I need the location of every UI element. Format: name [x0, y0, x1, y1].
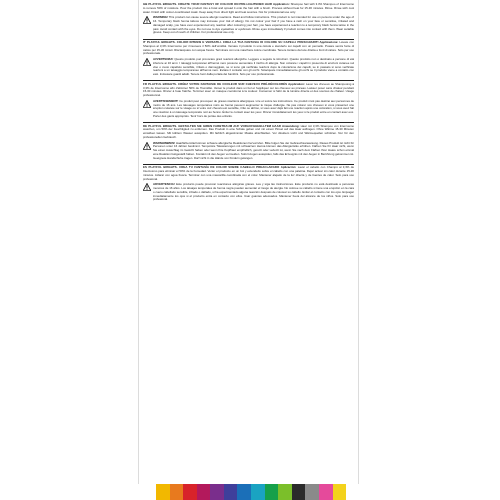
warning-title: AVERTISSEMENT! [153, 98, 179, 103]
warning-block [143, 183, 354, 204]
application-text: Haar mit 3,3% Shampoo von Intercosmo waschen, um 50% der Feuchtigkeit zu entfernen. Das Produkt in eine Schale geben und mit einem Pinsel auf das Haar auftragen. Ohne Wärme 15-30 Minuten einwirken lassen. Mit kühlem Wasser ausspülen. Mit farblich abgestimmter Maske abschließen. Vor direktem Licht und Wärmequellen schützen. Nur für den professionellen Gebrauch. [143, 123, 355, 139]
section-de [143, 125, 354, 140]
section-title: FR PLAYFUL BRIGHTS. CRÉEZ VOTRE FANTAISIE DE COULEUR SUR CHEVEUX PRÉ-DÉCOLORÉS [143, 81, 288, 86]
application-label: Applicazione: [319, 40, 339, 44]
warning-icon [143, 16, 151, 24]
color-swatch [333, 484, 347, 500]
section-fr [143, 83, 354, 98]
warning-text: This product can cause severe allergic reactions. Read and follow instructions. This product is not intended for use on persons under the age of 16. Temporary black henna tattoos may increase your risk of allergy. Do not colour your hair if you have a rash on your face or sensitive, irritated and damaged scalp, you have ever experienced any reaction after colouring your hair, you have experienced a reaction to a temporary black henna tattoo in the past. Avoid contact with the eyes. Do not use to dye eyelashes or eyebrows. Rinse eyes immediately if product comes into contact with them. Wear suitable gloves. Keep out of reach of children. For professional use only. [153, 15, 354, 35]
warning-text: Questo prodotto può provocare gravi reazioni allergiche. Leggere e seguire le istruzioni. Questo prodotto non è destinato a persone di età inferiore ai 16 anni. I tatuaggi temporanei all'henné nero possono aumentare il rischio di allergia. Non colorare i capelli in presenza di eruzioni cutanee sul viso o cuoio capelluto sensibile, irritato o danneggiato, se si sono già verificate reazioni dopo la colorazione dei capelli, se in passato si sono verificate reazioni a un tatuaggio temporaneo all'henné nero. Evitare il contatto con gli occhi. Sciacquare immediatamente gli occhi se il prodotto viene a contatto con essi. Indossare guanti adatti. Tenere fuori dalla portata dei bambini. Solo per uso professionale. [153, 57, 354, 76]
warning-content [153, 16, 354, 35]
application-label: Anwendung: [281, 123, 300, 128]
product-label [138, 0, 359, 484]
color-swatch [210, 484, 224, 500]
warning-title: AVVERTENZA! [153, 57, 174, 61]
warning-title: WARNHINWEIS! [153, 140, 176, 145]
warning-block [143, 16, 354, 37]
color-swatch [237, 484, 251, 500]
warning-content [153, 58, 354, 77]
warning-icon [143, 142, 151, 150]
warning-title: ADVERTENCIA! [153, 182, 175, 187]
color-swatch [278, 484, 292, 500]
color-swatch-bar [156, 484, 346, 500]
warning-title: WARNING! [153, 15, 168, 20]
section-it [143, 41, 354, 56]
warning-text: Ce produit peut provoquer de graves réactions allergiques. Lire et suivre les instructions. Ce produit n'est pas destiné aux personnes de moins de 16 ans. Les tatouages temporaires noirs au henné peuvent augmenter le risque d'allergie. Ne pas colorer vos cheveux si vous présentez une éruption cutanée sur le visage ou si votre cuir chevelu est sensible, irrité ou abîmé, si vous avez déjà fait une réaction après une coloration, si vous avez fait une réaction à un tatouage temporaire noir au henné. Éviter le contact avec les yeux. Rincer immédiatement les yeux si le produit entre en contact avec eux. Porter des gants appropriés. Tenir hors de portée des enfants. [153, 98, 355, 118]
color-swatch [197, 484, 211, 500]
warning-icon [143, 183, 151, 191]
warning-text: Este producto puede provocar reacciones alérgicas graves. Lea y siga las instrucciones. Este producto no está destinado a personas menores de 16 años. Los tatuajes temporales de henna negra pueden aumentar el riesgo de alergia. No coloree su cabello si tiene una erupción en la cara o cuero cabelludo sensible, irritado o dañado, si ha experimentado alguna reacción después de colorear su cabello. Evitar el contacto con los ojos. Enjuagar inmediatamente los ojos si el producto entra en contacto con ellos. Usar guantes adecuados. Mantener fuera del alcance de los niños. Solo para uso profesional. [153, 182, 354, 202]
warning-icon [143, 100, 151, 108]
color-swatch [224, 484, 238, 500]
color-swatch [319, 484, 333, 500]
section-title: IT PLAYFUL BRIGHTS. COLORI INTENSI E VERSATILI. CREA LA TUA FANTASIA DI COLORE SU CAPELLI PRESCHIARITI [143, 40, 319, 44]
application-text: Lavare con Shampoo al 3,3% Intercosmo per rimuovere il 50% dell'umidità. Versare il prodotto in una ciotola e stenderlo sui capelli con un pennello. Posare senza fonte di calore per 15-30 minuti. Risciacquare con acqua fresca. Terminare con una maschera colore coordinata. Tenere lontano da luce diretta e fonti di calore. Solo per uso professionale. [143, 40, 354, 56]
warning-content [153, 183, 354, 202]
warning-block [143, 58, 354, 79]
color-swatch [292, 484, 306, 500]
section-title: ES PLAYFUL BRIGHTS. CREA TU FANTASÍA DE COLOR SOBRE CABELLO PREACLARADO [143, 165, 280, 170]
warning-icon [143, 58, 151, 66]
warning-block [143, 100, 354, 121]
application-label: Application: [288, 81, 305, 86]
color-swatch [183, 484, 197, 500]
color-swatch [265, 484, 279, 500]
warning-content [153, 100, 354, 119]
color-swatch [170, 484, 184, 500]
application-text: Lavar el cabello con Champú al 3,3% de Intercosmo para eliminar el 50% de la humedad. Verter el producto en un bol y extenderlo sobre el cabello con una paletina. Dejar actuar sin calor durante 15-30 minutos. Aclarar con agua fresca. Terminar con una mascarilla coordinada con el color. Mantener alejado de la luz directa y de fuentes de calor. Solo para uso profesional. [143, 165, 355, 181]
application-text: Shampoo hair with 3.3% Shampoo of Intercosmo to remove 50% of moisture. Pour the product into a bowl and spread it onto the hair with a brush. Process without heat for 15-30 minutes. Rinse. Rinse with cool water. Finish with colour-coordinated mask. Keep away from direct light and heat sources. Not for professional use only. [143, 2, 354, 14]
warning-content [153, 142, 354, 161]
section-en [143, 3, 354, 14]
application-text: Laver les cheveux au Shampooing à 3,3% de Intercosmo afin d'éliminer 50% de l'humidité. Verser le produit dans un bol et l'appliquer sur les cheveux au pinceau. Laisser poser sans chaleur pendant 15-30 minutes. Rincer à l'eau fraîche. Terminer avec un masque coordonné à la couleur. Conserver à l'abri de la lumière directe et des sources de chaleur. Usage professionnel. [143, 81, 355, 97]
color-swatch [305, 484, 319, 500]
application-label: Aplicación: [280, 165, 297, 170]
warning-text: Haarfärbemittel können schwere allergische Reaktionen hervorrufen. Bitte folgen Sie der Gebrauchsanweisung. Dieses Produkt ist nicht für Personen unter 16 Jahren bestimmt. Temporäre Tätowierungen mit schwarzem Henna können das Allergierisiko erhöhen. Färben Sie Ihr Haar nicht, wenn Sie einen Ausschlag im Gesicht haben oder wenn Ihre Kopfhaut empfindlich, gereizt oder verletzt ist, wenn Sie nach dem Färben Ihrer Haare schon einmal eine Reaktion festgestellt haben. Kontakt mit den Augen vermeiden. Sofort Augen ausspülen, falls das Erzeugnis mit den Augen in Berührung gekommen ist. Geeignete Handschuhe tragen. Darf nicht in die Hände von Kindern gelangen. [153, 140, 355, 160]
section-title: GB PLAYFUL BRIGHTS. CREATE YOUR FANTASY OF COLOUR ON PRE-LIGHTENED HAIR [143, 2, 273, 6]
color-swatch [251, 484, 265, 500]
section-title: DE PLAYFUL BRIGHTS. GESTALTEN SIE IHREN FARBTRAUM AUF VORAUFGEHELLTEM HAAR [143, 123, 281, 128]
section-es [143, 166, 354, 181]
application-label: Application: [272, 2, 290, 6]
color-swatch [156, 484, 170, 500]
warning-block [143, 142, 354, 163]
